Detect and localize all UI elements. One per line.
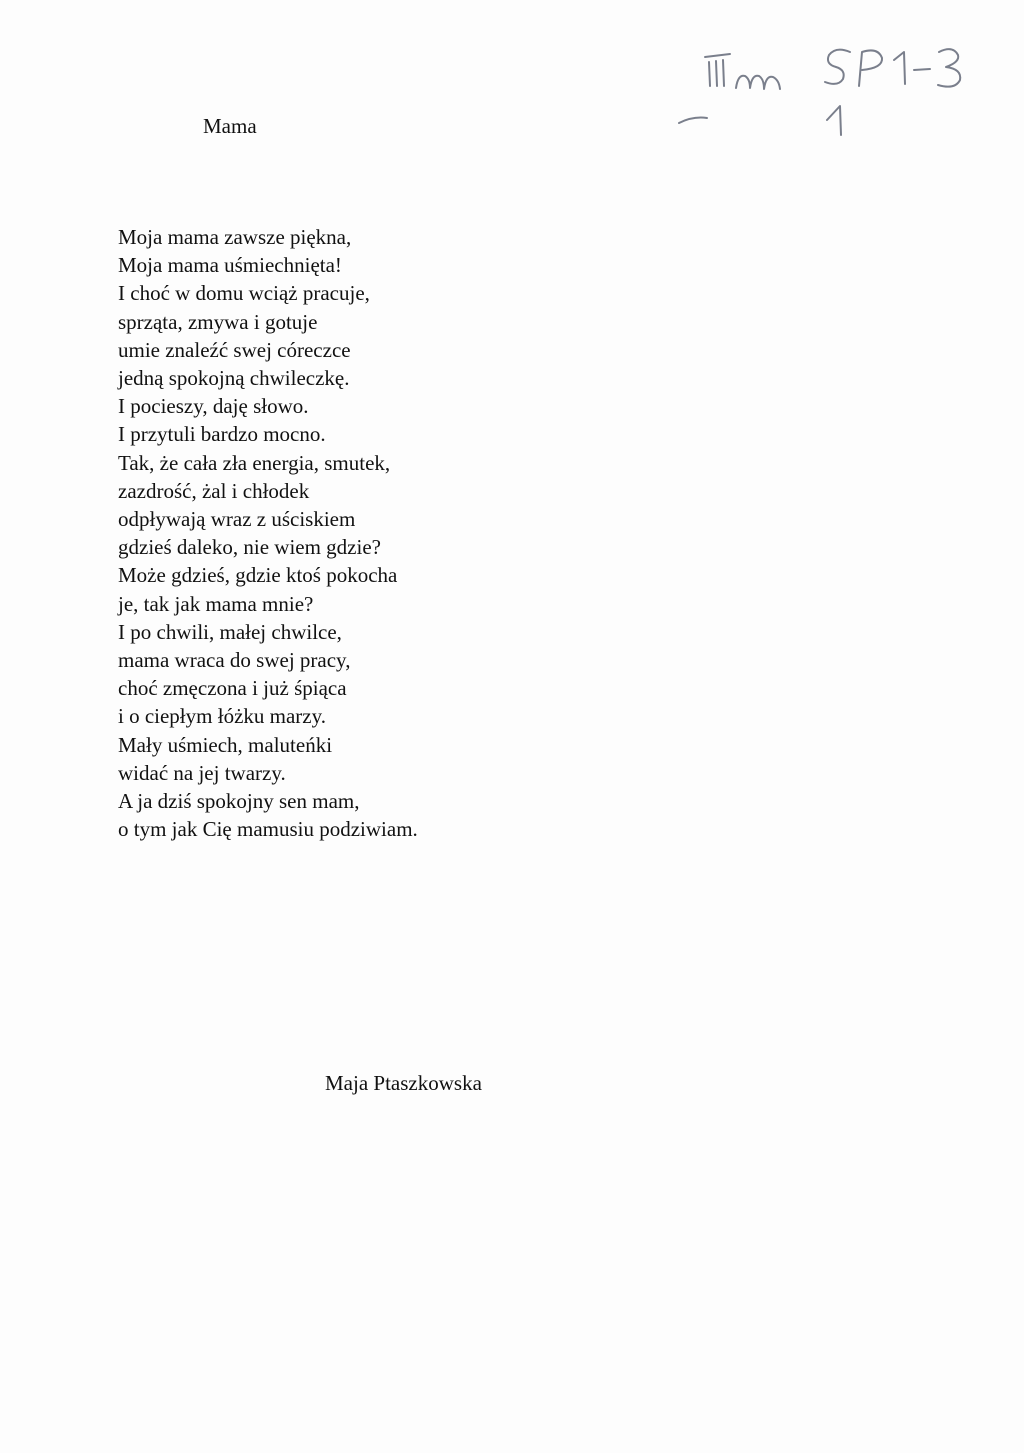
author-name: Maja Ptaszkowska	[325, 1071, 482, 1095]
poem-line: Może gdzieś, gdzie ktoś pokocha	[118, 563, 398, 588]
poem-line: zazdrość, żal i chłodek	[118, 478, 310, 503]
poem-line: jedną spokojną chwileczkę.	[118, 366, 350, 391]
poem-title: Mama	[203, 114, 257, 138]
poem-line: I choć w domu wciąż pracuje,	[118, 281, 370, 306]
poem-line: mama wraca do swej pracy,	[118, 648, 351, 673]
poem-line: Mały uśmiech, maluteńki	[118, 732, 333, 757]
poem-body	[118, 223, 418, 843]
poem-line: Moja mama zawsze piękna,	[118, 225, 352, 249]
poem-line: i o ciepłym łóżku marzy.	[118, 704, 326, 729]
poem-line: choć zmęczona i już śpiąca	[118, 676, 347, 701]
poem-line: sprząta, zmywa i gotuje	[118, 309, 318, 334]
poem-line: gdzieś daleko, nie wiem gdzie?	[118, 535, 381, 560]
poem-line: umie znaleźć swej córeczce	[118, 337, 351, 362]
poem-line: je, tak jak mama mnie?	[118, 591, 314, 616]
poem-line: Tak, że cała zła energia, smutek,	[118, 450, 391, 475]
handwritten-annotation	[0, 0, 1024, 160]
poem-line: o tym jak Cię mamusiu podziwiam.	[118, 817, 418, 842]
poem-line: A ja dziś spokojny sen mam,	[118, 789, 360, 814]
poem-line: widać na jej twarzy.	[118, 760, 286, 785]
poem-line: I po chwili, małej chwilce,	[118, 619, 342, 644]
poem-line: I przytuli bardzo mocno.	[118, 422, 326, 447]
poem-line: Moja mama uśmiechnięta!	[118, 253, 342, 278]
poem-line: odpływają wraz z uściskiem	[118, 507, 356, 532]
poem-line: I pocieszy, daję słowo.	[118, 394, 309, 419]
